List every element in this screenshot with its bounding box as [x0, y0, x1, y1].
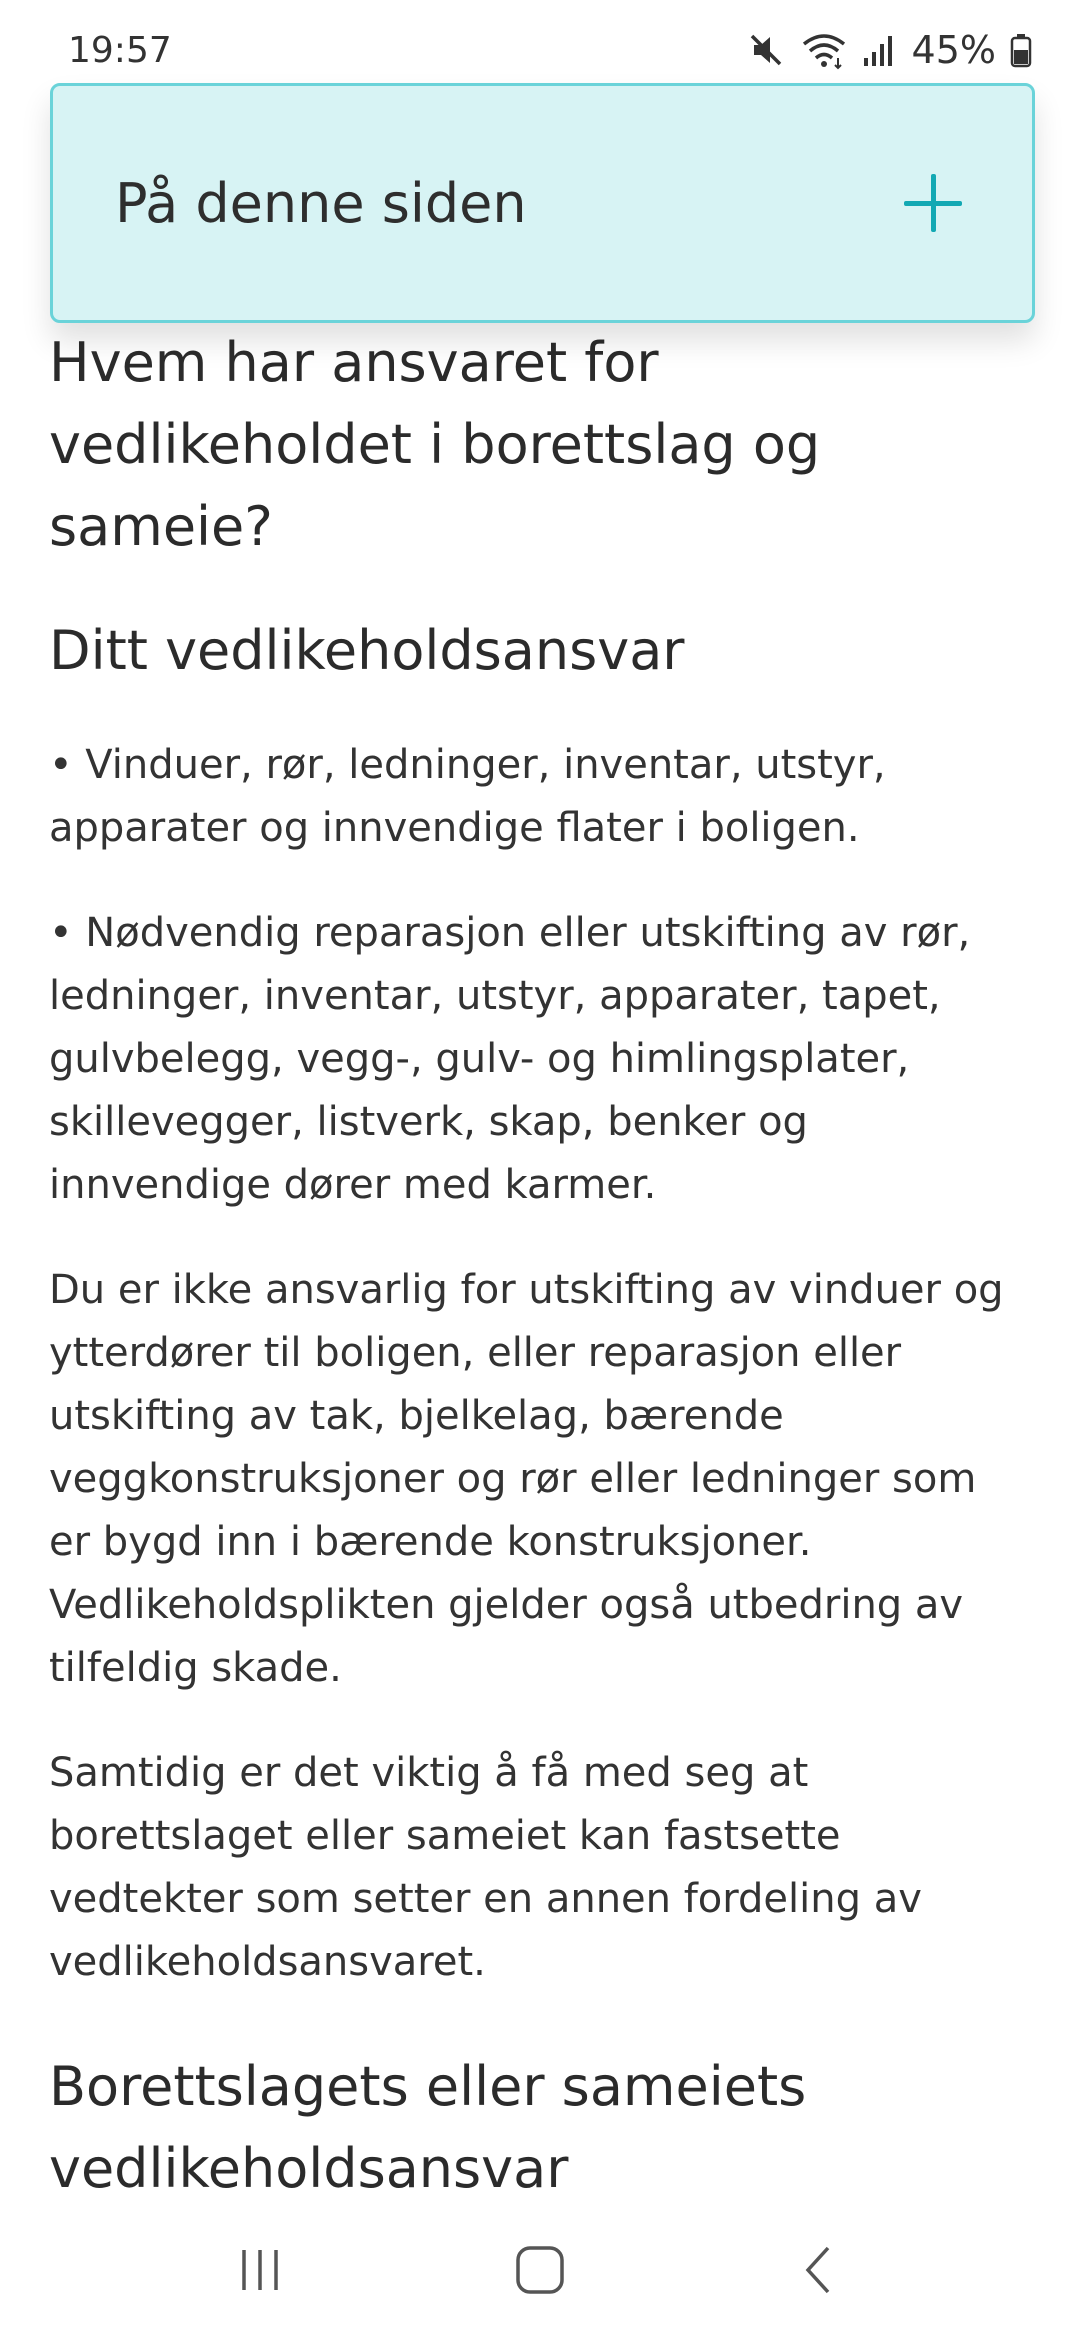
back-icon [790, 2240, 850, 2300]
back-button[interactable] [760, 2220, 880, 2320]
paragraph: Du er ikke ansvarlig for utskifting av vinduer og ytterdører til boligen, eller reparasjon eller utskifting av tak, bjelkelag, bærende veggkonstruksjoner og rør eller ledninger som er bygd inn i bærende konstruksjoner. Vedlikeholdsplikten gjelder også utbedring av tilfeldig skade. [49, 1267, 1004, 1691]
status-icons [746, 28, 1032, 72]
wifi-icon [800, 30, 848, 70]
signal-icon [862, 30, 898, 70]
recent-apps-icon [230, 2240, 290, 2300]
article-content [49, 322, 1029, 2202]
plus-icon[interactable] [904, 174, 962, 232]
mute-icon [746, 30, 786, 70]
battery-icon [1010, 30, 1032, 70]
paragraph: Samtidig er det viktig å få med seg at borettslaget eller sameiet kan fastsette vedtekter som setter en annen fordeling av vedlikeholdsansvaret. [49, 1750, 922, 1985]
system-nav-bar [0, 2200, 1080, 2340]
home-icon [510, 2240, 570, 2300]
toc-title: På denne siden [115, 171, 527, 235]
home-button[interactable] [480, 2220, 600, 2320]
article-heading: Hvem har ansvaret for vedlikeholdet i borettslag og sameie? [49, 331, 821, 558]
on-this-page-toggle[interactable] [50, 83, 1035, 323]
recent-apps-button[interactable] [200, 2220, 320, 2320]
bullet-item: • Vinduer, rør, ledninger, inventar, utstyr, apparater og innvendige flater i boligen. [49, 742, 886, 851]
status-time: 19:57 [68, 29, 172, 71]
battery-level: 45% [911, 28, 996, 72]
bullet-item: • Nødvendig reparasjon eller utskifting av rør, ledninger, inventar, utstyr, apparater, tapet, gulvbelegg, vegg-, gulv- og himlingsplater, skillevegger, listverk, skap, benker og innvendige dører med karmer. [49, 910, 971, 1208]
section-heading-association-responsibility: Borettslagets eller sameiets vedlikeholdsansvar [49, 2055, 807, 2200]
section-heading-own-responsibility: Ditt vedlikeholdsansvar [49, 619, 685, 682]
